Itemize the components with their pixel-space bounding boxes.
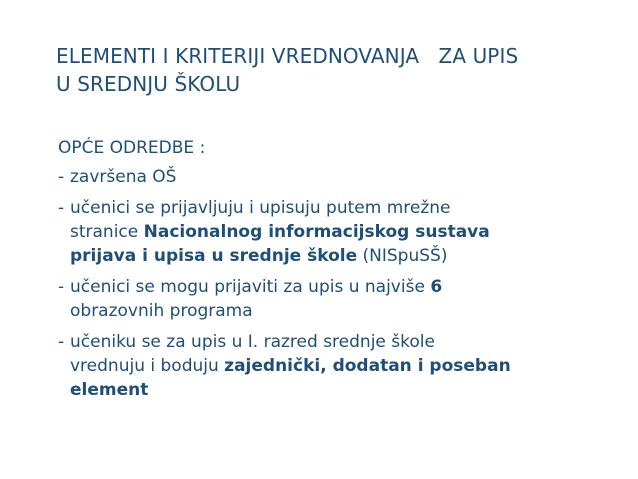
item-text [70,220,618,244]
item-text [70,378,618,402]
slide-body [58,136,618,409]
bullet-dash: - [58,277,65,297]
item-text [70,275,618,299]
item-text: učeniku se za upis u I. razred srednje škole [70,332,435,352]
item-text-bold: element [70,380,149,400]
item-text [70,244,618,268]
list-item [58,196,618,268]
item-text: učenici se prijavljuju i upisuju putem mrežne [70,198,451,218]
section-heading: OPĆE ODREDBE : [58,138,206,158]
bullet-dash: - [58,167,65,187]
bullet-dash: - [58,198,65,218]
item-text-plain: stranice [70,222,144,242]
item-text-bold: Nacionalnog informacijskog sustava [143,222,490,242]
list-item [58,275,618,323]
item-text-bold: 6 [430,277,443,297]
item-text-bold: zajednički, dodatan i poseban [224,356,511,376]
bullet-dash: - [58,332,65,352]
slide-title [56,42,616,98]
item-text-bold: prijava i upisa u srednje škole [70,246,358,266]
item-text [70,354,618,378]
title-line-1: ELEMENTI I KRITERIJI VREDNOVANJA ZA UPIS [56,44,519,68]
item-text-plain: (NISpuSŠ) [357,246,448,266]
title-line-2: U SREDNJU ŠKOLU [56,72,241,96]
list-item [58,330,618,402]
item-text-plain: učenici se mogu prijaviti za upis u najviše [70,277,431,297]
bullet-list [58,165,618,402]
item-text: obrazovnih programa [70,301,253,321]
list-item [58,165,618,189]
item-text: završena OŠ [70,167,177,187]
item-text-plain: vrednuju i boduju [70,356,225,376]
